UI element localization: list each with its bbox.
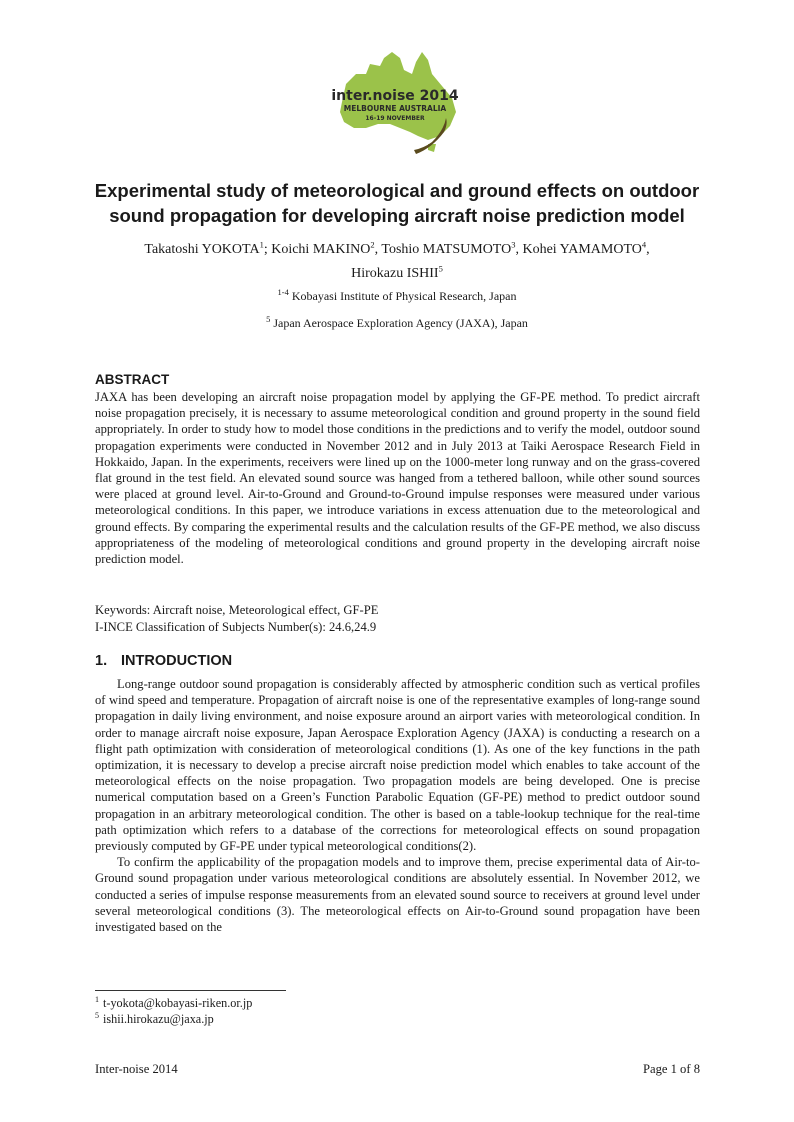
title-line-1: Experimental study of meteorological and ground effects on outdoor xyxy=(94,180,700,201)
author: Kohei YAMAMOTO$^4$, xyxy=(522,239,650,257)
logo-city: MELBOURNE AUSTRALIA xyxy=(343,104,447,113)
abstract-text: JAXA has been developing an aircraft noise propagation model by applying the GF-PE method. To predict aircraft noise propagation precisely, it is necessary to assume meteorological condition and ground property in the sound field appropriately. In order to study how to model those conditions in the predictions and to verify the model, outdoor sound propagation experiments were conducted in November 2012 and in July 2013 at Taiki Aerospace Research Field in Hokkaido, Japan. In the experiments, receivers were lined up on the 1000-meter long runway and on the grass-covered flat ground in the test field. An elevated sound source was hanged from a tethered balloon, while other sound sources were placed at ground level. Air-to-Ground and Ground-to-Ground impulse responses were measured under various meteorological conditions. In this paper, we introduce variations in excess attenuation due to the meteorological and ground effects. By comparing the experimental results and the calculation results of the GF-PE method, we also discuss appropriateness of the modeling of meteorological conditions and ground property in the developing aircraft noise prediction model. xyxy=(95,390,700,567)
keywords: Keywords: Aircraft noise, Meteorological effect, GF-PE xyxy=(95,603,379,617)
section-heading xyxy=(95,653,232,669)
author: Hirokazu ISHII$^5$ xyxy=(351,263,443,281)
footnote: $^1$ t-yokota@kobayasi-riken.or.jp xyxy=(95,994,253,1010)
paper-title xyxy=(60,178,734,228)
conference-logo xyxy=(320,44,470,162)
affiliation: $^{1-4}$ Kobayasi Institute of Physical Research, Japan xyxy=(277,287,517,303)
author-list xyxy=(60,238,734,286)
section-title: INTRODUCTION xyxy=(121,653,233,669)
footer-conference: Inter-noise 2014 xyxy=(95,1062,178,1076)
author: Koichi MAKINO$^2$, xyxy=(271,239,382,257)
logo-dates: 16-19 NOVEMBER xyxy=(365,115,425,122)
author: Takatoshi YOKOTA$^1$; xyxy=(144,239,272,257)
author: Toshio MATSUMOTO$^3$, xyxy=(381,239,523,257)
section-number: 1. xyxy=(95,653,108,669)
logo-name: inter.noise 2014 xyxy=(331,88,459,104)
footnote: $^5$ ishii.hirokazu@jaxa.jp xyxy=(95,1010,214,1026)
title-line-2: sound propagation for developing aircraft noise prediction model xyxy=(109,205,685,226)
footnote-email[interactable]: ishii.hirokazu@jaxa.jp xyxy=(103,1012,214,1026)
classification: I-INCE Classification of Subjects Number(s): 24.6,24.9 xyxy=(95,620,377,634)
introduction-body xyxy=(95,676,700,935)
abstract-heading: ABSTRACT xyxy=(95,372,170,387)
footnote-email[interactable]: t-yokota@kobayasi-riken.or.jp xyxy=(103,996,253,1010)
paragraph: Long-range outdoor sound propagation is considerably affected by atmospheric condition such as vertical profiles of wind speed and temperature. Propagation of aircraft noise is one of the representative examples of long-range sound propagation in daily living environment, and noise exposure around an airport varies with meteorological condition. In order to manage aircraft noise exposure, Japan Aerospace Exploration Agency (JAXA) is conducting a research on a flight path optimization with consideration of meteorological conditions (1). As one of the key functions in the path optimization, it is necessary to develop a precise aircraft noise prediction model which enables to take account of the meteorological effects on the noise propagation. Two propagation models are being developed. One is precise numerical computation based on a Green’s Function Parabolic Equation (GF-PE) method to predict outdoor sound propagation in an arbitrary meteorological condition. The other is based on a table-lookup technique for the real-time path optimization which refers to a database of the corrections for meteorological effects on sound propagation previously computed by GF-PE under typical meteorological conditions(2). xyxy=(95,677,700,854)
affiliation: $^5$ Japan Aerospace Exploration Agency (JAXA), Japan xyxy=(266,314,528,330)
paragraph: To confirm the applicability of the propagation models and to improve them, precise experimental data of Air-to-Ground sound propagation under various meteorological conditions are absolutely essential. In November 2012, we conducted a series of impulse response measurements from an elevated sound source to receivers at ground level under several meteorological conditions (3). The meteorological effects on Air-to-Ground sound propagation have been investigated based on the xyxy=(95,855,700,935)
footnote-rule xyxy=(95,990,286,991)
page-number: Page 1 of 8 xyxy=(642,1062,700,1076)
